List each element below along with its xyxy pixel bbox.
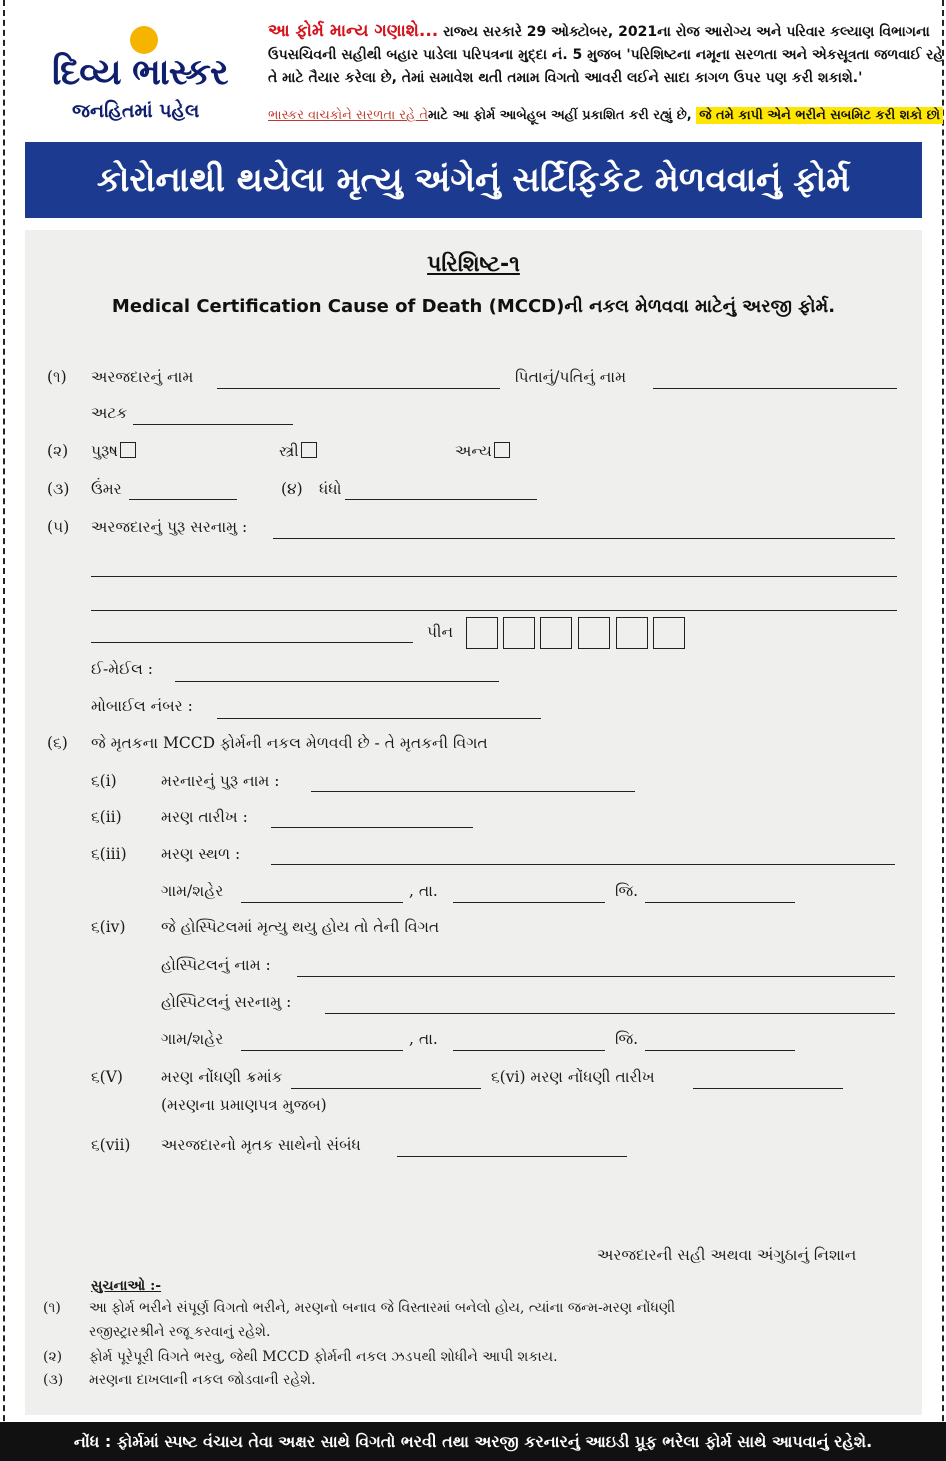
hospital-address-label: હોસ્પિટલનું સરનામુ : — [161, 993, 292, 1011]
taluka-label: , તા. — [409, 882, 438, 900]
other-checkbox[interactable] — [494, 442, 510, 458]
death-reg-number-label: મરણ નોંધણી ક્રમાંક — [161, 1068, 283, 1086]
address-label: અરજદારનું પુરૂ સરનામુ : — [91, 518, 248, 536]
district-field[interactable] — [645, 1050, 795, 1051]
field-number: (૨) — [47, 442, 69, 460]
address-line-1[interactable] — [273, 538, 895, 539]
hospital-address-field[interactable] — [325, 1013, 895, 1014]
notice-underlined: ભાસ્કર વાચકોને સરળતા રહે તે — [268, 108, 429, 123]
male-checkbox[interactable] — [120, 442, 136, 458]
village-label: ગામ/શહેર — [161, 1030, 224, 1048]
form-subtitle: Medical Certification Cause of Death (MCCD)ની નકલ મેળવવા માટેનું અરજી ફોર્મ. — [111, 296, 836, 317]
notice-highlight: જે તમે કાપી એને ભરીને સબમિટ કરી શકો છો — [696, 107, 943, 124]
death-place-field[interactable] — [271, 864, 895, 865]
email-label: ઈ-મેઈલ : — [91, 660, 153, 678]
gender-other-label: અન્ય — [455, 442, 492, 460]
instruction-number: (૧) — [43, 1300, 61, 1316]
taluka-label: , તા. — [409, 1030, 438, 1048]
instruction-text: મરણના દાખલાની નકલ જોડવાની રહેશે. — [89, 1372, 316, 1388]
cut-line-right — [942, 0, 944, 1461]
mobile-label: મોબાઈલ નંબર : — [91, 697, 193, 715]
form-title: પરિશિષ્ટ-૧ — [427, 252, 520, 277]
footer-note-bar — [0, 1422, 946, 1461]
relation-field[interactable] — [397, 1156, 627, 1157]
death-reg-number-field[interactable] — [291, 1088, 481, 1089]
instruction-text: ફોર્મ પૂરેપૂરી વિગતે ભરવુ, જેથી MCCD ફોર્મની નકલ ઝડપથી શોધીને આપી શકાય. — [89, 1349, 558, 1365]
death-reg-date-label: ૬(vi) મરણ નોંધણી તારીખ — [491, 1068, 655, 1086]
footer-note: નોંધ : ફોર્મમાં સ્પષ્ટ વંચાય તેવા અક્ષર સાથે વિગતો ભરવી તથા અરજી કરનારનું આઇડી પ્રૂફ ભરેલા ફોર્મ સાથે આપવાનું રહેશે. — [73, 1431, 873, 1451]
age-field[interactable] — [129, 499, 237, 500]
field-number: (૧) — [47, 368, 67, 386]
pin-digit-box[interactable] — [578, 617, 610, 649]
applicant-name-label: અરજદારનું નામ — [91, 368, 194, 386]
gender-male-option — [91, 442, 136, 461]
pin-label: પીન — [427, 623, 454, 641]
father-husband-name-label: પિતાનું/પતિનું નામ — [515, 368, 627, 386]
header — [22, 0, 944, 138]
gender-other-option — [455, 442, 510, 461]
pin-digit-box[interactable] — [540, 617, 572, 649]
pin-digit-box[interactable] — [653, 617, 685, 649]
field-number: ૬(i) — [91, 772, 117, 790]
field-number: ૬(V) — [91, 1068, 123, 1086]
address-line-3[interactable] — [91, 610, 897, 611]
surname-label: અટક — [91, 404, 128, 422]
pin-digit-box[interactable] — [503, 617, 535, 649]
occupation-label: ધંધો — [319, 480, 342, 498]
field-number: (૩) — [47, 480, 70, 498]
death-date-label: મરણ તારીખ : — [161, 808, 248, 826]
deceased-details-heading: જે મૃતકના MCCD ફોર્મની નકલ મેળવવી છે - તે મૃતકની વિગત — [91, 734, 488, 752]
gender-female-option — [279, 442, 317, 461]
death-reg-date-field[interactable] — [693, 1088, 843, 1089]
notice-line2-text: માટે આ ફોર્મ આબેહૂબ અહીં પ્રકાશિત કરી રહ્યું છે, — [428, 108, 692, 123]
instructions-title: સુચનાઓ :- — [91, 1278, 162, 1294]
village-field[interactable] — [241, 902, 403, 903]
hospital-name-field[interactable] — [297, 976, 895, 977]
district-label: જિ. — [615, 882, 639, 900]
death-reg-note: (મરણના પ્રમાણપત્ર મુજબ) — [161, 1096, 327, 1114]
notice-text — [268, 20, 946, 90]
death-place-label: મરણ સ્થળ : — [161, 845, 241, 863]
field-number: ૬(ii) — [91, 808, 122, 826]
field-number: ૬(iii) — [91, 845, 127, 863]
cut-line-left — [3, 0, 5, 1461]
village-field[interactable] — [241, 1050, 403, 1051]
deceased-name-label: મરનારનું પુરૂ નામ : — [161, 772, 280, 790]
taluka-field[interactable] — [453, 902, 605, 903]
instruction-number: (૨) — [43, 1349, 63, 1365]
banner-title: કોરોનાથી થયેલા મૃત્યુ અંગેનું સર્ટિફિકેટ મેળવવાનું ફોર્મ — [96, 160, 851, 200]
gender-female-label: સ્ત્રી — [279, 442, 299, 460]
pin-digit-box[interactable] — [466, 617, 498, 649]
taluka-field[interactable] — [453, 1050, 605, 1051]
gender-male-label: પુરૂષ — [91, 442, 118, 460]
instruction-text: આ ફોર્મ ભરીને સંપૂર્ણ વિગતો ભરીને, મરણનો બનાવ જે વિસ્તારમાં બનેલો હોય, ત્યાંના જન્મ-મરણ નોંધણી — [89, 1300, 676, 1316]
notice-lead: આ ફોર્મ માન્ય ગણાશે... — [268, 21, 439, 41]
mobile-field[interactable] — [217, 718, 541, 719]
surname-field[interactable] — [133, 424, 293, 425]
address-line-2[interactable] — [91, 576, 897, 577]
notice-line2 — [268, 108, 946, 123]
field-number: (૫) — [47, 518, 70, 536]
deceased-name-field[interactable] — [311, 791, 635, 792]
pin-digit-box[interactable] — [616, 617, 648, 649]
field-number: ૬(iv) — [91, 918, 126, 936]
signature-label: અરજદારની સહી અથવા અંગુઠાનું નિશાન — [597, 1246, 857, 1264]
district-label: જિ. — [615, 1030, 639, 1048]
female-checkbox[interactable] — [301, 442, 317, 458]
notice-body: રાજ્ય સરકારે 29 ઓક્ટોબર, 2021ના રોજ આરોગ્ય અને પરિવાર કલ્યાણ વિભાગના ઉપસચિવની સહીથી બહાર પાડેલા પરિપત્રના મુદ્દા નં. 5 મુજબ 'પરિશિષ્ટના નમૂના સરળતા અને એકસૂત્રતા જળવાઈ રહે તે માટે તૈયાર કરેલા છે, તેમાં સમાવેશ થતી તમામ વિગતો આવરી લઈને સાદા કાગળ ઉપર પણ કરી શકાશે.' — [268, 24, 944, 86]
father-husband-name-field[interactable] — [653, 388, 897, 389]
applicant-name-field[interactable] — [217, 388, 500, 389]
instruction-number: (૩) — [43, 1372, 64, 1388]
age-label: ઉંમર — [91, 480, 122, 498]
death-date-field[interactable] — [271, 827, 473, 828]
village-label: ગામ/શહેર — [161, 882, 224, 900]
relation-label: અરજદારનો મૃતક સાથેનો સંબંધ — [161, 1136, 361, 1154]
field-number: (૪) — [281, 480, 303, 498]
brand-tagline: જનહિતમાં પહેલ — [72, 100, 200, 122]
address-line-4[interactable] — [91, 642, 413, 643]
field-number: ૬(vii) — [91, 1136, 131, 1154]
hospital-details-heading: જે હોસ્પિટલમાં મૃત્યુ થયુ હોય તો તેની વિગત — [161, 918, 440, 936]
email-field[interactable] — [175, 681, 499, 682]
title-banner — [25, 142, 922, 218]
form-paper — [25, 230, 922, 1415]
instruction-text: રજીસ્ટ્રારશ્રીને રજૂ કરવાનું રહેશે. — [89, 1324, 271, 1340]
brand-logo: દિવ્ય ભાસ્કર — [52, 52, 228, 93]
district-field[interactable] — [645, 902, 795, 903]
sun-logo-icon — [130, 26, 158, 54]
hospital-name-label: હોસ્પિટલનું નામ : — [161, 956, 271, 974]
field-number: (૬) — [47, 734, 68, 752]
occupation-field[interactable] — [345, 499, 537, 500]
